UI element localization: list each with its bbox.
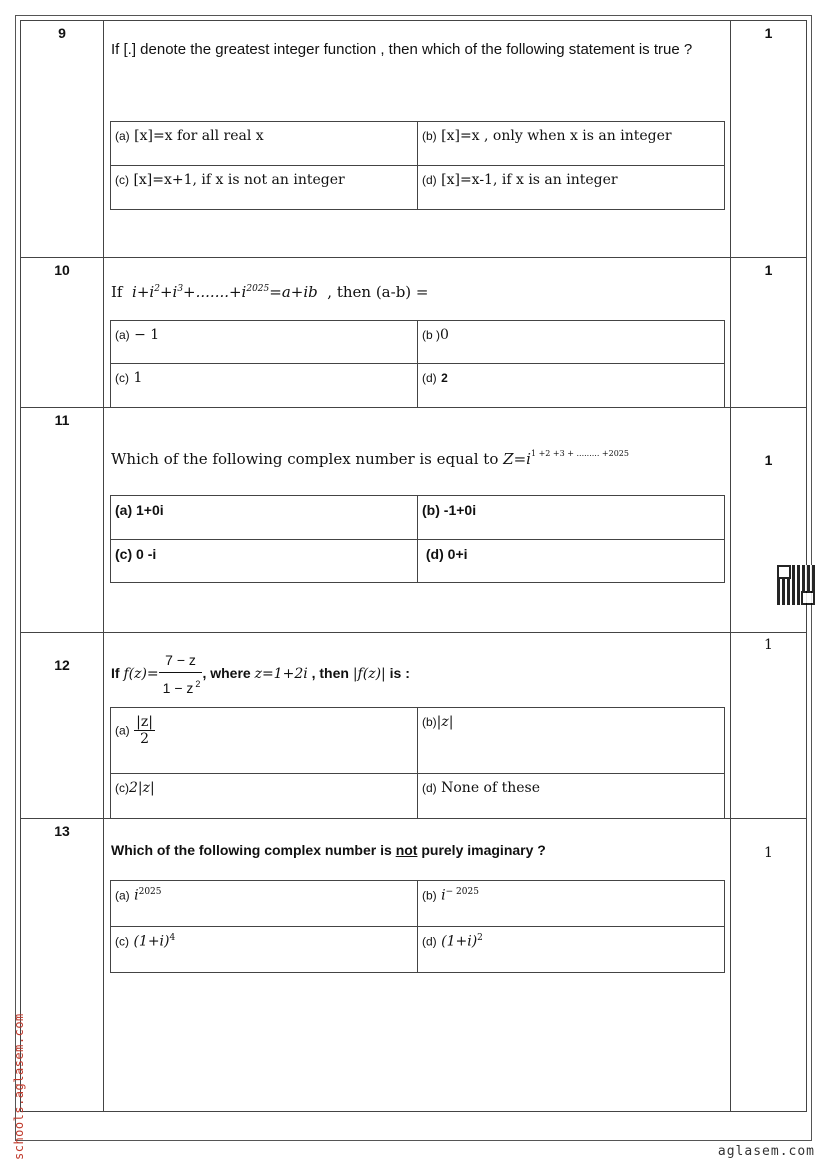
option-c: (c) 1 [111, 364, 418, 408]
question-number: 11 [54, 412, 70, 428]
option-c: (c)2|z| [111, 774, 418, 819]
option-d: (d) [x]=x-1, if x is an integer [418, 166, 725, 210]
question-number: 13 [54, 823, 70, 839]
question-number: 9 [58, 25, 66, 41]
question-text: If f(z)= $\frac{7 - z}{1 - z ^2}$ , where z=1+2i , then |f(z)| is : [111, 649, 721, 700]
question-marks: 1 [764, 262, 773, 278]
options-table [110, 880, 725, 973]
question-text: Which of the following complex number is equal to $Z=i^{1 +2 +3 + ......... +2025}$ [111, 449, 629, 468]
options-table [110, 121, 725, 210]
question-row-11 [20, 407, 807, 633]
option-c: (c) [x]=x+1, if x is not an integer [111, 166, 418, 210]
question-row-13 [20, 818, 807, 1112]
option-c: (c) $(1+i)^4$ [111, 927, 418, 973]
option-b: (b)|z| [418, 708, 725, 774]
question-number: 10 [54, 262, 70, 278]
footer-site: aglasem.com [717, 1144, 815, 1159]
option-b: (b )0 [418, 321, 725, 364]
option-d: (d) 2 [418, 364, 725, 408]
question-marks: 1 [764, 452, 773, 468]
option-d: (d) $(1+i)^2$ [418, 927, 725, 973]
options-table [110, 495, 725, 583]
question-row-10 [20, 257, 807, 408]
question-text: Which of the following complex number is not purely imaginary ? [111, 842, 546, 858]
options-table [110, 320, 725, 408]
options-table [110, 707, 725, 819]
question-marks: 1 [764, 25, 773, 41]
question-row-9 [20, 20, 807, 258]
question-number: 12 [54, 657, 70, 673]
question-row-12 [20, 632, 807, 819]
watermark: schools.aglasem.com [12, 1013, 26, 1160]
question-text: If [.] denote the greatest integer function , then which of the following statement is true ? [111, 41, 693, 58]
option-a: (a) $i^{2025}$ [111, 881, 418, 927]
option-a: (a) 1+0i [111, 496, 418, 540]
option-a: (a) − 1 [111, 321, 418, 364]
option-d: (d) None of these [418, 774, 725, 819]
option-b: (b) [x]=x , only when x is an integer [418, 122, 725, 166]
question-marks: 1 [764, 845, 773, 861]
option-b: (b) -1+0i [418, 496, 725, 540]
option-d: (d) 0+i [418, 540, 725, 583]
question-marks: 1 [764, 637, 773, 653]
option-a: (a) $\frac{|z|}{2}$ [111, 708, 418, 774]
qr-code-icon [777, 565, 815, 605]
option-b: (b) $i^{- 2025}$ [418, 881, 725, 927]
question-text: If $i+i^2+i^3+.......+i^{2025}=a+ib$ , then (a-b) = [111, 283, 429, 301]
option-a: (a) [x]=x for all real x [111, 122, 418, 166]
option-c: (c) 0 -i [111, 540, 418, 583]
